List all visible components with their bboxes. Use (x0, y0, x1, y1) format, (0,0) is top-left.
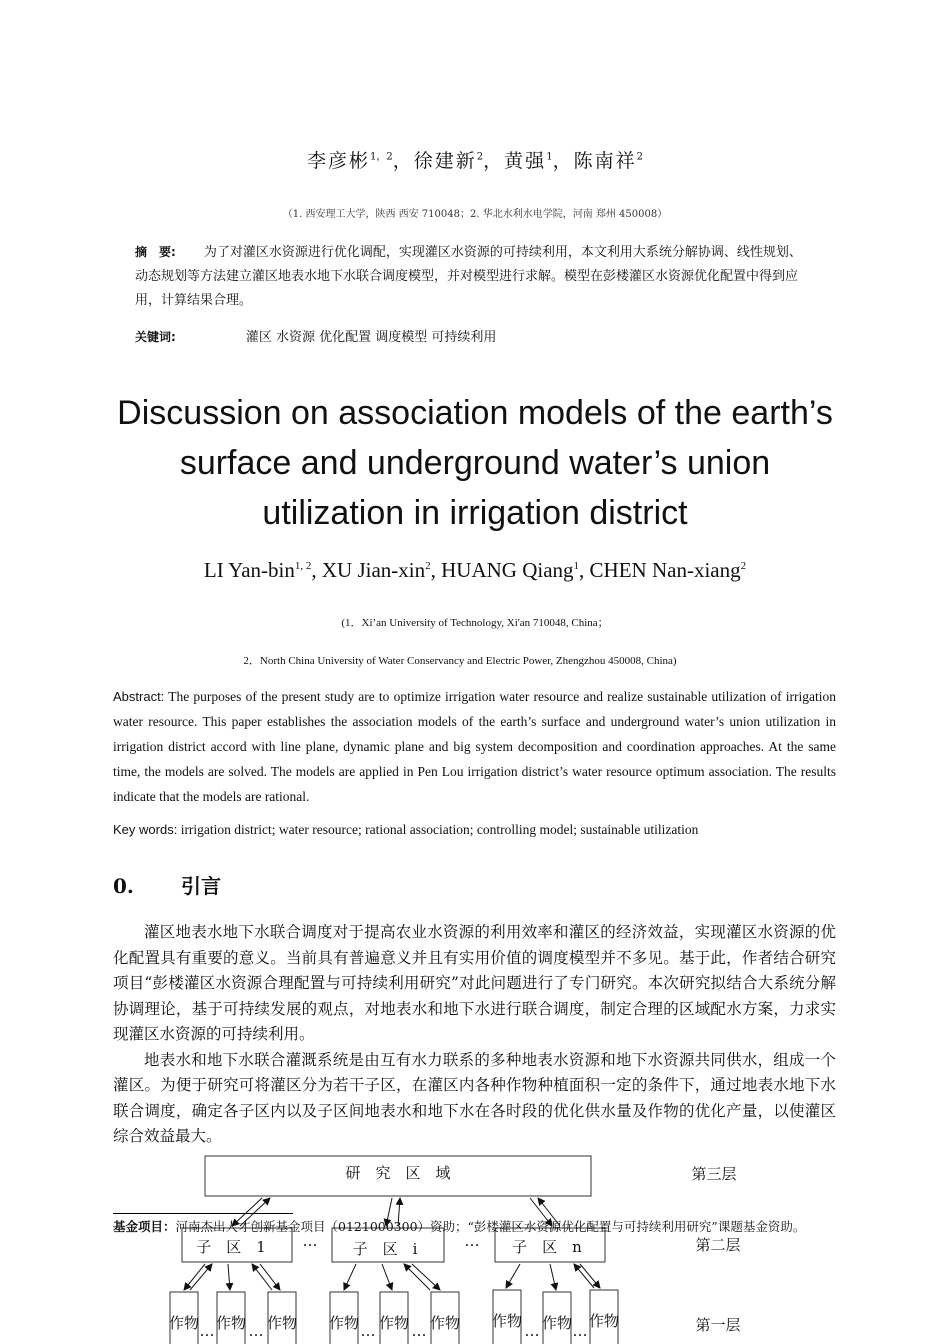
en-abstract-text: The purposes of the present study are to optimize irrigation water resource and realize sustainable utilization of irrigation water resource. This paper establishes the association models of the earth’s surface and underground water’s union utilization in irrigation district accord with line plane, dynamic plane and big system decomposition and coordination approaches. At the same time, the models are solved. The models are applied in Pen Lou irrigation district’s water resource optimum association. The results indicate that the models are rational. (113, 689, 836, 804)
en-affiliation-1: (1．Xi’an University of Technology, Xi'an 710048, China； (341, 617, 609, 629)
crop-label: 作物 (588, 1312, 620, 1330)
cn-keywords-text: 灌区 水资源 优化配置 调度模型 可持续利用 (245, 330, 497, 345)
subregion-1-label: 子 区 1 (196, 1238, 266, 1256)
en-author-4-sup: 2 (740, 560, 747, 572)
ellipsis-1: … (302, 1232, 318, 1250)
region-label: 研 究 区 域 (345, 1164, 451, 1182)
crop-label: 作物 (168, 1314, 200, 1332)
ellipsis-crop: … (360, 1322, 376, 1340)
en-keywords (113, 822, 698, 838)
en-keywords-label: Key words: (113, 822, 178, 837)
subregion-i-label: 子 区 i (352, 1240, 418, 1258)
ellipsis-crop: … (524, 1322, 540, 1340)
cn-author-3-sup: 1 (546, 151, 553, 163)
en-abstract (113, 684, 836, 809)
arrow-subi-crop (344, 1264, 356, 1290)
crop-label: 作物 (541, 1314, 573, 1332)
cn-keywords (135, 326, 496, 345)
arrow-subn-crop (550, 1264, 556, 1290)
body-paragraph-2: 地表水和地下水联合灌溉系统是由互有水力联系的多种地表水资源和地下水资源共同供水，组成一个灌区。为便于研究可将灌区分为若干子区，在灌区内各种作物种植面积一定的条件下，通过地表水地下水联合调度，确定各子区内以及子区间地表水和地下水在各时段的优化供水量及作物的优化产量，以使灌区综合效益最大。 (113, 1050, 836, 1145)
arrow-sub1-crop (228, 1264, 230, 1290)
crop-label: 作物 (266, 1314, 298, 1332)
cn-author-1: 李彦彬 (307, 150, 371, 172)
level1-label: 第一层 (695, 1316, 741, 1334)
cn-author-4-sup: 2 (636, 151, 643, 163)
arrow-subn-crop (580, 1264, 600, 1288)
en-author-3: , HUANG Qiang (430, 558, 574, 582)
ellipsis-2: … (464, 1232, 480, 1250)
en-authors (0, 558, 950, 583)
subregion-n-label: 子 区 n (512, 1238, 582, 1256)
en-author-1-sup: 1, 2 (294, 560, 312, 572)
cn-abstract-label: 摘 要: (135, 245, 176, 259)
level2-label: 第二层 (695, 1236, 741, 1254)
arrow-subn-crop (506, 1264, 520, 1288)
section-number: 0. (113, 874, 134, 898)
cn-author-2-sup: 2 (476, 151, 484, 163)
crop-label: 作物 (215, 1314, 247, 1332)
cn-author-4: ，陈南祥 (552, 150, 637, 172)
footnote-text: 河南杰出人才创新基金项目（0121000300）资助；“彭楼灌区水资源优化配置与可持续利用研究”课题基金资助。 (175, 1219, 806, 1234)
cn-author-1-sup: 1，2 (370, 151, 393, 163)
en-keywords-text: irrigation district; water resource; rational association; controlling model; sustainable utilization (180, 822, 699, 837)
cn-abstract-text: 为了对灌区水资源进行优化调配，实现灌区水资源的可持续利用，本文利用大系统分解协调、线性规划、动态规划等方法建立灌区地表水地下水联合调度模型，并对模型进行求解。模型在彭楼灌区水资源优化配置中得到应用，计算结果合理。 (135, 245, 802, 308)
en-author-4: , CHEN Nan-xiang (579, 558, 741, 582)
en-author-2: , XU Jian-xin (311, 558, 426, 582)
ellipsis-crop: … (411, 1322, 427, 1340)
arrow-sub1-crop (260, 1264, 280, 1290)
en-author-3-sup: 1 (573, 560, 580, 572)
arrow-sub1-crop (184, 1264, 205, 1290)
en-abstract-label: Abstract: (113, 689, 165, 704)
hierarchy-diagram (0, 1140, 950, 1344)
body-text (113, 920, 836, 1150)
crop-label: 作物 (378, 1314, 410, 1332)
cn-affiliation: （1. 西安理工大学，陕西 西安 710048；2. 华北水利水电学院，河南 郑州 450008） (282, 209, 668, 220)
arrow-crop-subn (574, 1264, 594, 1288)
section-heading (113, 870, 221, 899)
body-paragraph-1: 灌区地表水地下水联合调度对于提高农业水资源的利用效率和灌区的经济效益，实现灌区水资源的优化配置具有重要的意义。当前具有普遍意义并且有实用价值的调度模型并不多见。基于此，作者结合研究项目“彭楼灌区水资源合理配置与可持续利用研究”对此问题进行了专门研究。本次研究拟结合大系统分解协调理论，基于可持续发展的观点，对地表水和地下水进行联合调度，制定合理的区域配水方案，力求实现灌区水资源的可持续利用。 (113, 923, 836, 1043)
ellipsis-crop: … (199, 1322, 215, 1340)
cn-keywords-label: 关键词: (135, 330, 176, 344)
crop-label: 作物 (491, 1312, 523, 1330)
footnote (113, 1218, 836, 1236)
crop-label: 作物 (328, 1314, 360, 1332)
cn-authors (0, 146, 950, 173)
cn-author-2: ，徐建新 (392, 150, 477, 172)
en-title: Discussion on association models of the earth’s surface and underground water’s union utilization in irrigation district (117, 394, 833, 532)
arrow-crop-sub1 (190, 1264, 212, 1290)
footnote-label: 基金项目： (113, 1219, 176, 1234)
cn-author-3: ，黄强 (483, 150, 547, 172)
section-title: 引言 (181, 874, 221, 898)
crop-label: 作物 (429, 1314, 461, 1332)
footnote-rule (113, 1213, 293, 1214)
ellipsis-crop: … (572, 1322, 588, 1340)
arrow-subi-crop (382, 1264, 392, 1290)
level3-label: 第三层 (691, 1165, 737, 1183)
en-author-1: LI Yan-bin (203, 558, 295, 582)
cn-abstract (135, 240, 805, 313)
en-affiliation-2: 2．North China University of Water Conservancy and Electric Power, Zhengzhou 450008, China) (243, 655, 677, 667)
ellipsis-crop: … (248, 1322, 264, 1340)
arrow-crop-sub1 (252, 1264, 272, 1290)
en-author-2-sup: 2 (425, 560, 431, 572)
